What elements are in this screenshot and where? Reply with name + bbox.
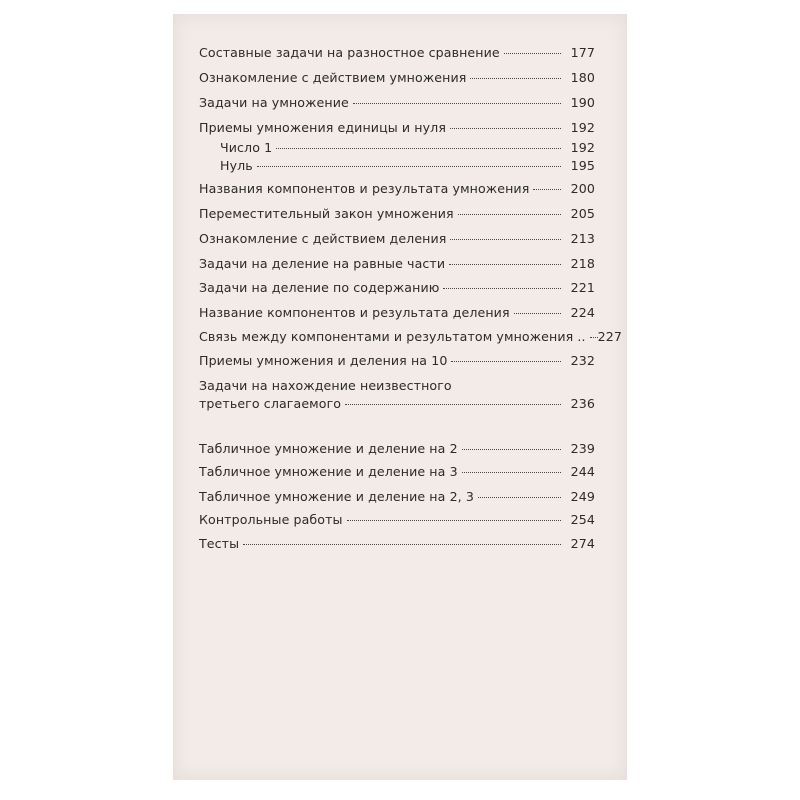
toc-entry-title: Названия компонентов и результата умножения bbox=[199, 181, 530, 196]
toc-entry-title: Задачи на деление на равные части bbox=[199, 256, 446, 271]
dot-leader bbox=[450, 128, 561, 129]
toc-entry bbox=[199, 119, 595, 137]
dot-leader bbox=[462, 472, 561, 473]
toc-entry-line bbox=[199, 377, 595, 395]
toc-page-number: 236 bbox=[570, 396, 595, 411]
toc-page-number: 192 bbox=[570, 140, 595, 155]
dot-leader bbox=[478, 497, 561, 498]
toc-page-number: 232 bbox=[570, 353, 595, 368]
toc-entry-title: Задачи на нахождение неизвестного bbox=[199, 378, 452, 393]
toc-entry bbox=[199, 488, 595, 506]
toc-page-number: 180 bbox=[570, 70, 595, 85]
toc-entry-title: Составные задачи на разностное сравнение bbox=[199, 45, 500, 60]
toc-entry bbox=[199, 180, 595, 198]
toc-entry bbox=[199, 157, 595, 175]
dot-leader bbox=[345, 404, 561, 405]
toc-entry-title: Название компонентов и результата деления bbox=[199, 305, 510, 320]
dot-leader bbox=[243, 544, 561, 545]
toc-entry bbox=[199, 69, 595, 87]
toc-page-number: 218 bbox=[570, 256, 595, 271]
dot-leader bbox=[449, 264, 561, 265]
toc-entry bbox=[199, 328, 622, 346]
dot-leader bbox=[451, 361, 561, 362]
toc-entry-title: Приемы умножения и деления на 10 bbox=[199, 353, 448, 368]
toc-page-number: 224 bbox=[570, 305, 595, 320]
toc-entry bbox=[199, 205, 595, 223]
toc-entry bbox=[199, 440, 595, 458]
toc-entry bbox=[199, 230, 595, 248]
toc-entry bbox=[199, 94, 595, 112]
toc-entry-title: Приемы умножения единицы и нуля bbox=[199, 120, 447, 135]
toc-entry-title: Задачи на деление по содержанию bbox=[199, 280, 440, 295]
table-of-contents bbox=[199, 44, 622, 553]
toc-entry bbox=[199, 535, 595, 553]
toc-entry bbox=[199, 44, 595, 62]
dot-leader bbox=[276, 148, 561, 149]
toc-entry-title: Табличное умножение и деление на 2 bbox=[199, 441, 458, 456]
dot-leader bbox=[514, 313, 561, 314]
toc-page-number: 227 bbox=[597, 329, 622, 344]
toc-entry-title: Контрольные работы bbox=[199, 512, 343, 527]
toc-entry-title: Связь между компонентами и результатом умножения .. bbox=[199, 329, 586, 344]
toc-entry bbox=[199, 139, 595, 157]
toc-page-number: 213 bbox=[570, 231, 595, 246]
toc-page-number: 177 bbox=[570, 45, 595, 60]
dot-leader bbox=[590, 337, 598, 338]
book-page bbox=[173, 14, 627, 780]
dot-leader bbox=[504, 53, 561, 54]
toc-page-number: 274 bbox=[570, 536, 595, 551]
toc-entry bbox=[199, 352, 595, 370]
dot-leader bbox=[450, 239, 561, 240]
toc-page-number: 195 bbox=[570, 158, 595, 173]
toc-entry-title: Переместительный закон умножения bbox=[199, 206, 454, 221]
toc-entry bbox=[199, 511, 595, 529]
dot-leader bbox=[533, 189, 561, 190]
toc-entry-title: Тесты bbox=[199, 536, 240, 551]
toc-page-number: 200 bbox=[570, 181, 595, 196]
toc-entry-title-continuation: третьего слагаемого bbox=[199, 396, 342, 411]
toc-page-number: 239 bbox=[570, 441, 595, 456]
toc-page-number: 221 bbox=[570, 280, 595, 295]
toc-page-number: 205 bbox=[570, 206, 595, 221]
toc-entry bbox=[199, 255, 595, 273]
toc-entry-title: Задачи на умножение bbox=[199, 95, 349, 110]
dot-leader bbox=[353, 103, 561, 104]
dot-leader bbox=[347, 520, 561, 521]
toc-entry-title: Нуль bbox=[220, 158, 253, 173]
toc-entry-title: Число 1 bbox=[220, 140, 273, 155]
toc-entry-title: Ознакомление с действием умножения bbox=[199, 70, 467, 85]
toc-page-number: 192 bbox=[570, 120, 595, 135]
toc-entry bbox=[199, 463, 595, 481]
toc-entry bbox=[199, 395, 595, 413]
toc-entry-title: Табличное умножение и деление на 2, 3 bbox=[199, 489, 474, 504]
toc-entry-title: Ознакомление с действием деления bbox=[199, 231, 447, 246]
dot-leader bbox=[470, 78, 561, 79]
toc-page-number: 190 bbox=[570, 95, 595, 110]
toc-page-number: 244 bbox=[570, 464, 595, 479]
toc-entry bbox=[199, 279, 595, 297]
toc-entry bbox=[199, 304, 595, 322]
dot-leader bbox=[458, 214, 561, 215]
dot-leader bbox=[443, 288, 561, 289]
toc-entry-title: Табличное умножение и деление на 3 bbox=[199, 464, 458, 479]
dot-leader bbox=[462, 449, 561, 450]
dot-leader bbox=[257, 166, 561, 167]
toc-page-number: 249 bbox=[570, 489, 595, 504]
toc-page-number: 254 bbox=[570, 512, 595, 527]
